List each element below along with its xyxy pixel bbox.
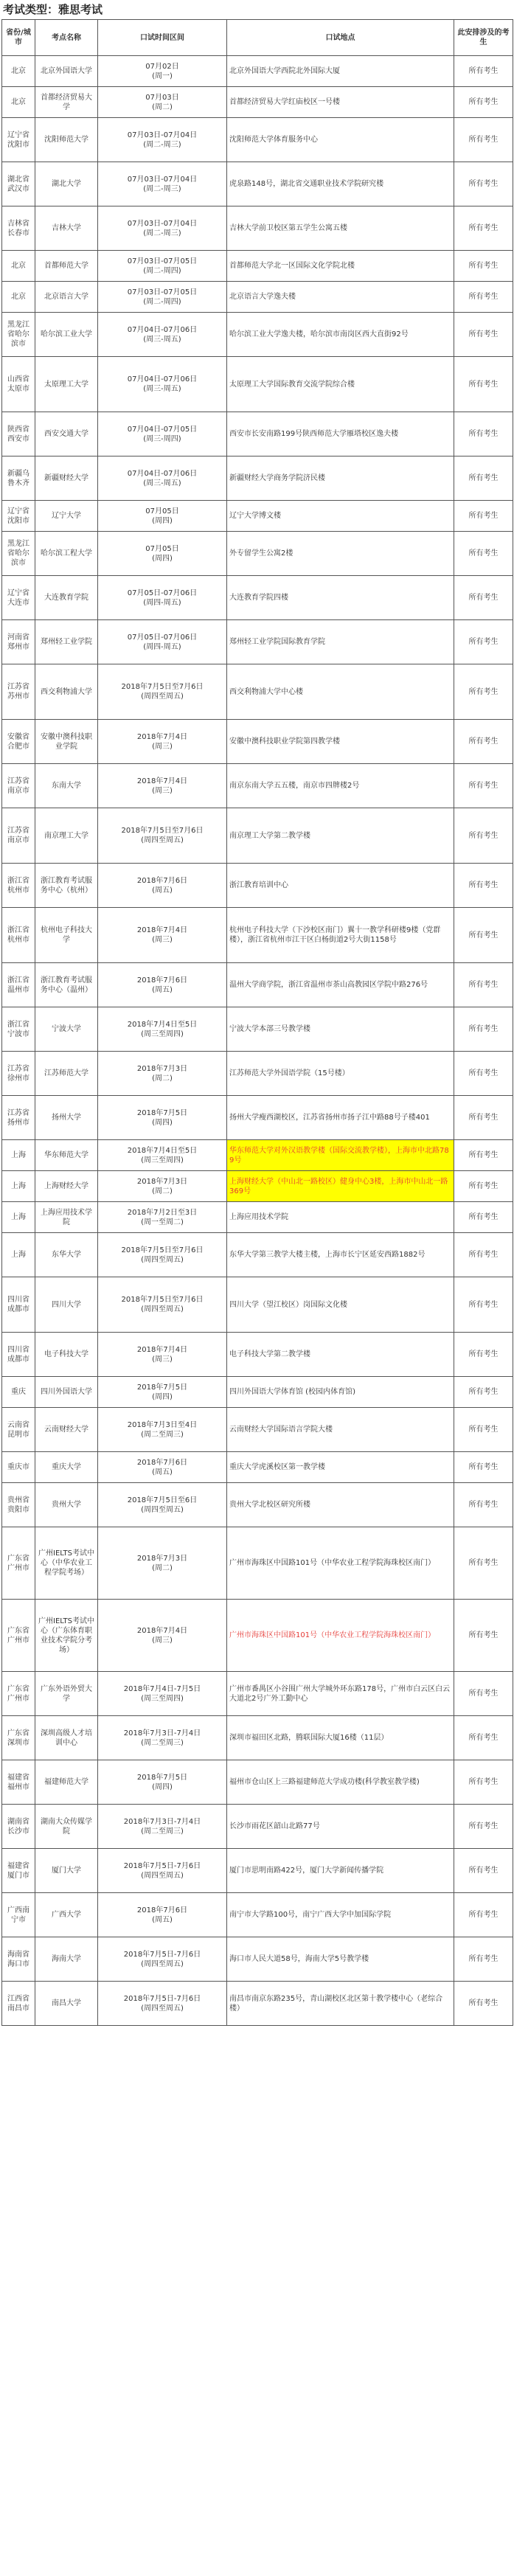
cell-venue: 湖北大学	[35, 162, 98, 206]
table-row	[2, 908, 513, 963]
cell-venue: 宁波大学	[35, 1007, 98, 1052]
table-row	[2, 764, 513, 808]
cell-city: 安徽省合肥市	[2, 720, 35, 764]
cell-venue: 海南大学	[35, 1937, 98, 1982]
header-location: 口试地点	[227, 20, 454, 56]
cell-venue: 广州IELTS考试中心（中华农业工程学院考场）	[35, 1527, 98, 1600]
table-row	[2, 1452, 513, 1483]
cell-city: 湖北省武汉市	[2, 162, 35, 206]
cell-location: 首都经济贸易大学红庙校区一号楼	[227, 87, 454, 118]
cell-city: 辽宁省沈阳市	[2, 501, 35, 532]
cell-time: 2018年7月5日至7月6日 (周四至周五)	[98, 1277, 227, 1333]
cell-candidates: 所有考生	[454, 1277, 513, 1333]
cell-time: 2018年7月3日 (周二)	[98, 1527, 227, 1600]
cell-candidates: 所有考生	[454, 620, 513, 664]
cell-city: 山西省太原市	[2, 357, 35, 412]
cell-location: 云南财经大学国际语言学院大楼	[227, 1408, 454, 1452]
cell-venue: 广东外语外贸大学	[35, 1672, 98, 1716]
cell-candidates: 所有考生	[454, 1982, 513, 2026]
cell-time: 2018年7月5日至7月6日 (周四至周五)	[98, 808, 227, 864]
cell-venue: 北京语言大学	[35, 282, 98, 313]
cell-venue: 电子科技大学	[35, 1333, 98, 1377]
cell-candidates: 所有考生	[454, 1202, 513, 1233]
cell-time: 2018年7月3日 (周二)	[98, 1052, 227, 1096]
table-row	[2, 206, 513, 251]
cell-candidates: 所有考生	[454, 1716, 513, 1760]
table-row	[2, 1408, 513, 1452]
cell-time: 07月04日-07月06日 (周三-周五)	[98, 456, 227, 501]
cell-candidates: 所有考生	[454, 412, 513, 456]
cell-time: 2018年7月3日-7月4日 (周二至周三)	[98, 1805, 227, 1849]
cell-time: 07月05日-07月06日 (周四-周五)	[98, 620, 227, 664]
cell-venue: 太原理工大学	[35, 357, 98, 412]
cell-venue: 云南财经大学	[35, 1408, 98, 1452]
cell-city: 贵州省贵阳市	[2, 1483, 35, 1527]
cell-venue: 首都师范大学	[35, 251, 98, 282]
cell-location: 太原理工大学国际教育交流学院综合楼	[227, 357, 454, 412]
cell-candidates: 所有考生	[454, 56, 513, 87]
cell-location: 辽宁大学博文楼	[227, 501, 454, 532]
table-row	[2, 251, 513, 282]
table-row	[2, 1202, 513, 1233]
table-row	[2, 412, 513, 456]
cell-location: 广州市海珠区中国路101号（中华农业工程学院海珠校区南门）	[227, 1527, 454, 1600]
cell-location: 华东师范大学对外汉语教学楼（国际交流教学楼），上海市中北路789号	[227, 1140, 454, 1171]
header-row	[2, 20, 513, 56]
cell-candidates: 所有考生	[454, 764, 513, 808]
table-row	[2, 1052, 513, 1096]
cell-location: 东华大学第三教学大楼主楼，上海市长宁区延安西路1882号	[227, 1233, 454, 1277]
cell-venue: 沈阳师范大学	[35, 118, 98, 162]
cell-candidates: 所有考生	[454, 313, 513, 357]
cell-city: 广东省深圳市	[2, 1716, 35, 1760]
cell-city: 浙江省杭州市	[2, 908, 35, 963]
cell-time: 07月03日-07月04日 (周二-周三)	[98, 162, 227, 206]
cell-time: 2018年7月6日 (周五)	[98, 1452, 227, 1483]
table-row	[2, 1849, 513, 1893]
cell-city: 黑龙江省哈尔滨市	[2, 313, 35, 357]
header-city: 省份/城市	[2, 20, 35, 56]
cell-time: 2018年7月4日-7月5日 (周三至周四)	[98, 1672, 227, 1716]
table-row	[2, 1760, 513, 1805]
cell-time: 2018年7月3日-7月4日 (周二至周三)	[98, 1716, 227, 1760]
cell-city: 江苏省南京市	[2, 808, 35, 864]
cell-city: 北京	[2, 87, 35, 118]
cell-city: 辽宁省沈阳市	[2, 118, 35, 162]
cell-city: 吉林省长春市	[2, 206, 35, 251]
table-row	[2, 501, 513, 532]
cell-city: 江苏省扬州市	[2, 1096, 35, 1140]
cell-candidates: 所有考生	[454, 1849, 513, 1893]
table-row	[2, 456, 513, 501]
cell-venue: 重庆大学	[35, 1452, 98, 1483]
cell-venue: 北京外国语大学	[35, 56, 98, 87]
cell-time: 07月05日 (周四)	[98, 501, 227, 532]
table-row	[2, 162, 513, 206]
cell-venue: 南昌大学	[35, 1982, 98, 2026]
cell-venue: 贵州大学	[35, 1483, 98, 1527]
cell-location: 宁波大学本部三号教学楼	[227, 1007, 454, 1052]
cell-candidates: 所有考生	[454, 1760, 513, 1805]
cell-time: 07月03日-07月04日 (周二-周三)	[98, 206, 227, 251]
cell-venue: 扬州大学	[35, 1096, 98, 1140]
cell-time: 07月05日 (周四)	[98, 532, 227, 576]
cell-venue: 上海应用技术学院	[35, 1202, 98, 1233]
cell-time: 2018年7月3日 (周二)	[98, 1171, 227, 1202]
cell-city: 河南省郑州市	[2, 620, 35, 664]
cell-time: 07月03日 (周二)	[98, 87, 227, 118]
cell-time: 07月04日-07月06日 (周三-周五)	[98, 313, 227, 357]
cell-candidates: 所有考生	[454, 501, 513, 532]
cell-time: 07月03日-07月05日 (周二-周四)	[98, 282, 227, 313]
cell-candidates: 所有考生	[454, 1007, 513, 1052]
cell-time: 2018年7月6日 (周五)	[98, 1893, 227, 1937]
cell-candidates: 所有考生	[454, 808, 513, 864]
table-row	[2, 1937, 513, 1982]
cell-candidates: 所有考生	[454, 1171, 513, 1202]
cell-location: 四川大学（望江校区）岗国际文化楼	[227, 1277, 454, 1333]
cell-location: 大连教育学院四楼	[227, 576, 454, 620]
cell-location: 西交利物浦大学中心楼	[227, 664, 454, 720]
cell-candidates: 所有考生	[454, 282, 513, 313]
header-candidates: 此安排涉及的考生	[454, 20, 513, 56]
cell-city: 四川省成都市	[2, 1333, 35, 1377]
table-header	[2, 20, 513, 56]
cell-venue: 浙江教育考试服务中心（杭州）	[35, 864, 98, 908]
cell-location: 四川外国语大学体育馆 (校园内体育馆)	[227, 1377, 454, 1408]
cell-location: 沈阳师范大学体育服务中心	[227, 118, 454, 162]
cell-candidates: 所有考生	[454, 1483, 513, 1527]
cell-candidates: 所有考生	[454, 1140, 513, 1171]
cell-candidates: 所有考生	[454, 1408, 513, 1452]
cell-time: 2018年7月4日至5日 (周三至周四)	[98, 1140, 227, 1171]
cell-time: 07月02日 (周一)	[98, 56, 227, 87]
cell-candidates: 所有考生	[454, 1233, 513, 1277]
cell-candidates: 所有考生	[454, 908, 513, 963]
cell-candidates: 所有考生	[454, 1377, 513, 1408]
cell-city: 北京	[2, 251, 35, 282]
cell-venue: 哈尔滨工业大学	[35, 313, 98, 357]
table-row	[2, 664, 513, 720]
cell-location: 电子科技大学第二教学楼	[227, 1333, 454, 1377]
cell-city: 上海	[2, 1171, 35, 1202]
cell-city: 浙江省温州市	[2, 963, 35, 1007]
cell-time: 2018年7月5日-7月6日 (周四至周五)	[98, 1982, 227, 2026]
table-row	[2, 1277, 513, 1333]
table-row	[2, 56, 513, 87]
cell-city: 重庆	[2, 1377, 35, 1408]
cell-venue: 福建师范大学	[35, 1760, 98, 1805]
cell-city: 浙江省宁波市	[2, 1007, 35, 1052]
cell-city: 广东省广州市	[2, 1527, 35, 1600]
cell-time: 2018年7月4日 (周三)	[98, 764, 227, 808]
cell-time: 07月05日-07月06日 (周四-周五)	[98, 576, 227, 620]
cell-venue: 南京理工大学	[35, 808, 98, 864]
cell-venue: 华东师范大学	[35, 1140, 98, 1171]
cell-location: 哈尔滨工业大学逸夫楼，哈尔滨市南岗区西大直街92号	[227, 313, 454, 357]
cell-location: 新疆财经大学商务学院济民楼	[227, 456, 454, 501]
cell-location: 上海财经大学（中山北一路校区）健身中心3楼，上海市中山北一路369号	[227, 1171, 454, 1202]
cell-venue: 东华大学	[35, 1233, 98, 1277]
cell-city: 北京	[2, 282, 35, 313]
cell-time: 2018年7月6日 (周五)	[98, 864, 227, 908]
cell-location: 扬州大学瘦西湖校区，江苏省扬州市扬子江中路88号子楼401	[227, 1096, 454, 1140]
table-row	[2, 720, 513, 764]
cell-location: 郑州轻工业学院国际教育学院	[227, 620, 454, 664]
cell-candidates: 所有考生	[454, 1333, 513, 1377]
table-row	[2, 1893, 513, 1937]
cell-candidates: 所有考生	[454, 532, 513, 576]
cell-venue: 杭州电子科技大学	[35, 908, 98, 963]
page-title: 考试类型：雅思考试	[3, 3, 103, 16]
cell-location: 浙江教育培训中心	[227, 864, 454, 908]
cell-city: 上海	[2, 1140, 35, 1171]
cell-city: 江苏省徐州市	[2, 1052, 35, 1096]
cell-location: 北京语言大学逸夫楼	[227, 282, 454, 313]
cell-time: 07月04日-07月05日 (周三-周四)	[98, 412, 227, 456]
cell-candidates: 所有考生	[454, 1672, 513, 1716]
cell-venue: 大连教育学院	[35, 576, 98, 620]
table-row	[2, 1096, 513, 1140]
cell-city: 北京	[2, 56, 35, 87]
cell-location: 长沙市雨花区韶山北路77号	[227, 1805, 454, 1849]
table-row	[2, 1007, 513, 1052]
cell-candidates: 所有考生	[454, 576, 513, 620]
cell-location: 深圳市福田区北路，腾联国际大厦16楼（11层）	[227, 1716, 454, 1760]
cell-location: 西安市长安南路199号陕西师范大学雁塔校区逸夫楼	[227, 412, 454, 456]
cell-city: 辽宁省大连市	[2, 576, 35, 620]
cell-venue: 深圳高级人才培训中心	[35, 1716, 98, 1760]
table-row	[2, 963, 513, 1007]
cell-time: 2018年7月5日 (周四)	[98, 1760, 227, 1805]
cell-candidates: 所有考生	[454, 864, 513, 908]
cell-location: 广州市海珠区中国路101号（中华农业工程学院海珠校区南门）	[227, 1600, 454, 1672]
table-row	[2, 1527, 513, 1600]
cell-location: 首都师范大学北一区国际文化学院北楼	[227, 251, 454, 282]
cell-candidates: 所有考生	[454, 357, 513, 412]
cell-city: 重庆市	[2, 1452, 35, 1483]
cell-city: 广东省广州市	[2, 1672, 35, 1716]
table-row	[2, 118, 513, 162]
cell-city: 陕西省西安市	[2, 412, 35, 456]
cell-venue: 四川大学	[35, 1277, 98, 1333]
cell-city: 广东省广州市	[2, 1600, 35, 1672]
cell-city: 海南省海口市	[2, 1937, 35, 1982]
header-venue: 考点名称	[35, 20, 98, 56]
cell-location: 广州市番禺区小谷围广州大学城外环东路178号，广州市白云区白云大道北2号广外工勤中心	[227, 1672, 454, 1716]
header-time: 口试时间区间	[98, 20, 227, 56]
cell-city: 上海	[2, 1233, 35, 1277]
cell-location: 南京东南大学五五楼，南京市四牌楼2号	[227, 764, 454, 808]
exam-schedule-table	[1, 19, 513, 2026]
cell-candidates: 所有考生	[454, 664, 513, 720]
cell-candidates: 所有考生	[454, 1937, 513, 1982]
table-row	[2, 620, 513, 664]
cell-city: 上海	[2, 1202, 35, 1233]
cell-city: 福建省厦门市	[2, 1849, 35, 1893]
table-row	[2, 1672, 513, 1716]
cell-candidates: 所有考生	[454, 1893, 513, 1937]
cell-time: 2018年7月5日 (周四)	[98, 1096, 227, 1140]
cell-time: 07月03日-07月04日 (周二-周三)	[98, 118, 227, 162]
cell-candidates: 所有考生	[454, 87, 513, 118]
table-row	[2, 576, 513, 620]
cell-venue: 广州IELTS考试中心（广东体育职业技术学院分考场）	[35, 1600, 98, 1672]
cell-city: 四川省成都市	[2, 1277, 35, 1333]
table-row	[2, 1171, 513, 1202]
cell-candidates: 所有考生	[454, 720, 513, 764]
cell-candidates: 所有考生	[454, 1052, 513, 1096]
cell-city: 云南省昆明市	[2, 1408, 35, 1452]
cell-candidates: 所有考生	[454, 1096, 513, 1140]
cell-time: 07月03日-07月05日 (周二-周四)	[98, 251, 227, 282]
cell-venue: 浙江教育考试服务中心（温州）	[35, 963, 98, 1007]
cell-venue: 吉林大学	[35, 206, 98, 251]
cell-candidates: 所有考生	[454, 456, 513, 501]
cell-time: 2018年7月4日 (周三)	[98, 1600, 227, 1672]
cell-time: 2018年7月5日-7月6日 (周四至周五)	[98, 1849, 227, 1893]
table-row	[2, 282, 513, 313]
table-row	[2, 1483, 513, 1527]
cell-venue: 安徽中澳科技职业学院	[35, 720, 98, 764]
cell-location: 厦门市思明南路422号，厦门大学新闻传播学院	[227, 1849, 454, 1893]
table-row	[2, 1982, 513, 2026]
cell-venue: 郑州轻工业学院	[35, 620, 98, 664]
cell-location: 贵州大学北校区研究所楼	[227, 1483, 454, 1527]
cell-candidates: 所有考生	[454, 118, 513, 162]
cell-candidates: 所有考生	[454, 162, 513, 206]
table-row	[2, 1233, 513, 1277]
cell-city: 湖南省长沙市	[2, 1805, 35, 1849]
table-row	[2, 1377, 513, 1408]
cell-location: 温州大学商学院，浙江省温州市茶山高教园区学院中路276号	[227, 963, 454, 1007]
cell-location: 吉林大学前卫校区第五学生公寓五楼	[227, 206, 454, 251]
cell-time: 2018年7月6日 (周五)	[98, 963, 227, 1007]
table-row	[2, 864, 513, 908]
cell-time: 2018年7月5日至6日 (周四至周五)	[98, 1483, 227, 1527]
cell-city: 江苏省苏州市	[2, 664, 35, 720]
cell-candidates: 所有考生	[454, 1805, 513, 1849]
cell-candidates: 所有考生	[454, 251, 513, 282]
table-row	[2, 313, 513, 357]
cell-location: 杭州电子科技大学（下沙校区南门）翼十一教学科研楼9楼（党群楼），浙江省杭州市江干区白杨街道2号大街1158号	[227, 908, 454, 963]
cell-location: 南宁市大学路100号，南宁广西大学中加国际学院	[227, 1893, 454, 1937]
cell-time: 2018年7月4日至5日 (周三至周四)	[98, 1007, 227, 1052]
cell-candidates: 所有考生	[454, 1527, 513, 1600]
cell-city: 黑龙江省哈尔滨市	[2, 532, 35, 576]
table-body	[2, 56, 513, 2026]
cell-location: 海口市人民大道58号，海南大学5号教学楼	[227, 1937, 454, 1982]
table-row	[2, 1600, 513, 1672]
cell-candidates: 所有考生	[454, 206, 513, 251]
cell-time: 07月04日-07月06日 (周三-周五)	[98, 357, 227, 412]
cell-venue: 辽宁大学	[35, 501, 98, 532]
cell-time: 2018年7月2日至3日 (周一至周二)	[98, 1202, 227, 1233]
cell-city: 江苏省南京市	[2, 764, 35, 808]
cell-time: 2018年7月4日 (周三)	[98, 908, 227, 963]
cell-location: 南京理工大学第二教学楼	[227, 808, 454, 864]
table-row	[2, 1140, 513, 1171]
cell-candidates: 所有考生	[454, 1452, 513, 1483]
table-row	[2, 357, 513, 412]
cell-time: 2018年7月4日 (周三)	[98, 720, 227, 764]
cell-time: 2018年7月3日至4日 (周二至周三)	[98, 1408, 227, 1452]
cell-time: 2018年7月5日至7月6日 (周四至周五)	[98, 1233, 227, 1277]
cell-location: 福州市仓山区上三路福建师范大学成功楼(科学教室教学楼)	[227, 1760, 454, 1805]
cell-venue: 江苏师范大学	[35, 1052, 98, 1096]
cell-venue: 厦门大学	[35, 1849, 98, 1893]
cell-location: 江苏师范大学外国语学院（15号楼）	[227, 1052, 454, 1096]
cell-city: 新疆乌鲁木齐	[2, 456, 35, 501]
table-row	[2, 1805, 513, 1849]
table-row	[2, 87, 513, 118]
cell-venue: 东南大学	[35, 764, 98, 808]
cell-location: 上海应用技术学院	[227, 1202, 454, 1233]
cell-location: 北京外国语大学西院北外国际大厦	[227, 56, 454, 87]
cell-candidates: 所有考生	[454, 1600, 513, 1672]
table-row	[2, 808, 513, 864]
cell-venue: 上海财经大学	[35, 1171, 98, 1202]
cell-city: 福建省福州市	[2, 1760, 35, 1805]
cell-location: 南昌市南京东路235号，青山湖校区北区第十教学楼中心（老综合楼）	[227, 1982, 454, 2026]
table-row	[2, 1716, 513, 1760]
cell-location: 外专留学生公寓2楼	[227, 532, 454, 576]
cell-time: 2018年7月5日-7月6日 (周四至周五)	[98, 1937, 227, 1982]
cell-time: 2018年7月5日至7月6日 (周四至周五)	[98, 664, 227, 720]
cell-time: 2018年7月5日 (周四)	[98, 1377, 227, 1408]
cell-venue: 新疆财经大学	[35, 456, 98, 501]
cell-location: 安徽中澳科技职业学院第四教学楼	[227, 720, 454, 764]
cell-venue: 西交利物浦大学	[35, 664, 98, 720]
table-row	[2, 1333, 513, 1377]
cell-venue: 四川外国语大学	[35, 1377, 98, 1408]
cell-location: 重庆大学虎溪校区第一教学楼	[227, 1452, 454, 1483]
table-row	[2, 532, 513, 576]
cell-venue: 首都经济贸易大学	[35, 87, 98, 118]
cell-city: 广西南宁市	[2, 1893, 35, 1937]
cell-city: 浙江省杭州市	[2, 864, 35, 908]
cell-candidates: 所有考生	[454, 963, 513, 1007]
cell-venue: 广西大学	[35, 1893, 98, 1937]
cell-venue: 哈尔滨工程大学	[35, 532, 98, 576]
cell-city: 江西省南昌市	[2, 1982, 35, 2026]
cell-venue: 西安交通大学	[35, 412, 98, 456]
cell-venue: 湖南大众传媒学院	[35, 1805, 98, 1849]
cell-time: 2018年7月4日 (周三)	[98, 1333, 227, 1377]
cell-location: 虎泉路148号，湖北省交通职业技术学院研究楼	[227, 162, 454, 206]
